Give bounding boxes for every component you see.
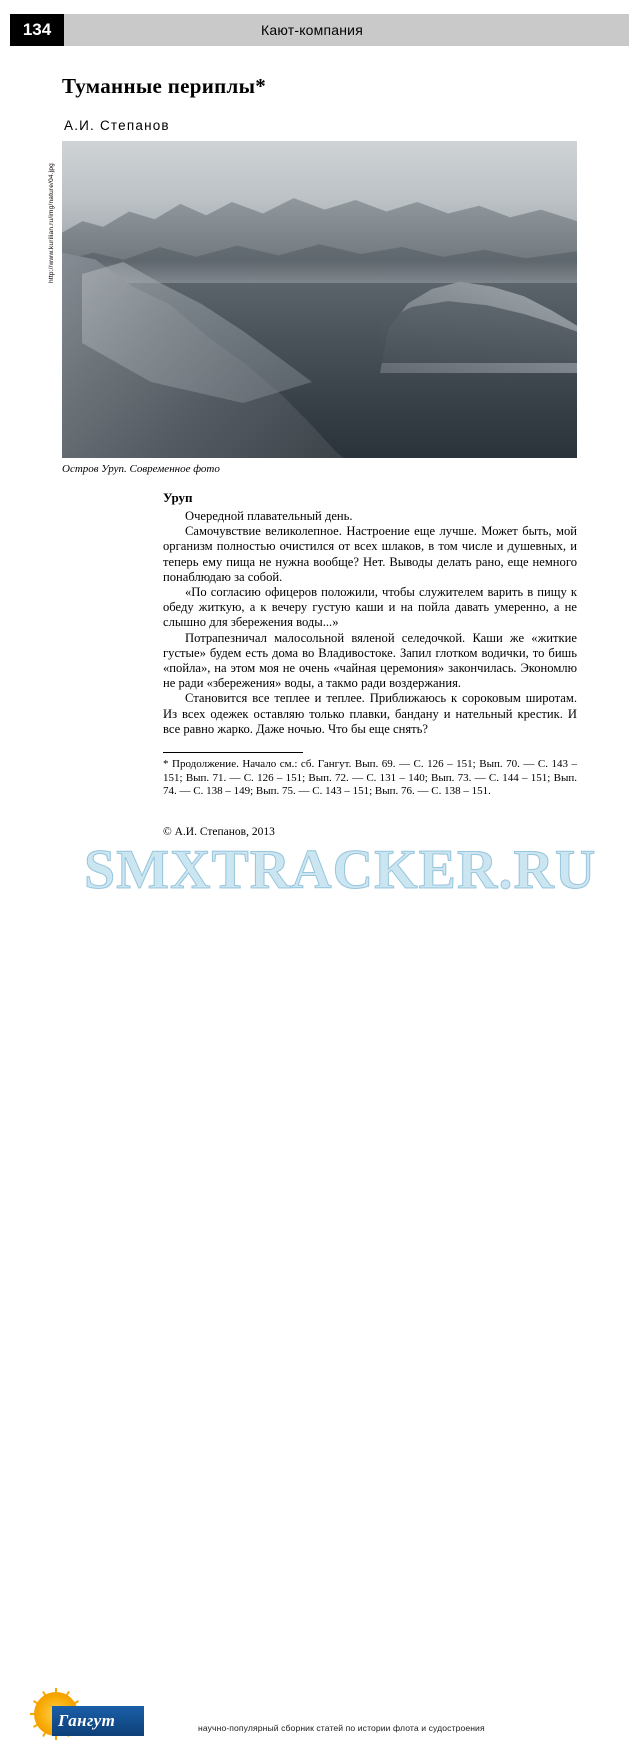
body-paragraph: Потрапезничал малосольной вяленой селедочкой. Каши же «житкие густые» будем есть дома во Владивостоке. Запил глотком водички, то бишь «пойла», на этом моя не очень «чайная церемония» закончилась. Экономлю не ради «збережения» воды, а такмо ради воздержания. [163,630,577,691]
photo-credit: http://www.kurilian.ru/img/nature/04.jpg [48,163,55,283]
article-photo [62,141,577,458]
body-subhead: Уруп [163,490,193,505]
page-footer [0,845,629,1733]
body-paragraph: Становится все теплее и теплее. Приближаюсь к сороковым широтам. Из всех одежек оставляю только плавки, бандану и нательный крестик. И все равно жарко. Даже ночью. Что бы еще снять? [163,691,577,736]
copyright-line: © А.И. Степанов, 2013 [163,826,275,838]
page-header [0,14,629,46]
page-number: 134 [22,20,52,39]
footnote-divider [163,752,303,753]
gangut-logo [34,1690,144,1736]
photo-caption: Остров Уруп. Современное фото [62,463,220,475]
footer-tagline: научно-популярный сборник статей по истории флота и судостроения [198,1723,485,1733]
body-paragraph: «По согласию офицеров положили, чтобы служителем варить в пищу к обеду житкую, а к вечеру густую каши и на пойла давать умеренно, а не слышно для збережения воды...» [163,585,577,630]
body-paragraph: Самочувствие великолепное. Настроение еще лучше. Может быть, мой организм полностью очистился от всех шлаков, в том числе и душевных, и теперь ему пища не нужна вообще? Нет. Выводы делать рано, еще немного понаблюдаю за собой. [163,524,577,584]
article-title: Туманные периплы* [62,74,267,98]
logo-wordmark: Гангут [58,1711,116,1730]
footnote-text: * Продолжение. Начало см.: сб. Гангут. Вып. 69. — С. 126 – 151; Вып. 70. — С. 143 – 151; Вып. 71. — С. 126 – 151; Вып. 72. — С. 131 – 140; Вып. 73. — С. 144 – 151; Вып. 74. — С. 138 – 149; Вып. 75. — С. 143 – 151; Вып. 76. — С. 138 – 151. [163,758,577,798]
body-paragraph: Очередной плавательный день. [185,509,353,523]
watermark-text: SMXTRACKER.RU [84,839,597,901]
section-title: Кают-компания [260,22,363,38]
article-author: А.И. Степанов [64,118,170,133]
article-body [163,490,577,737]
